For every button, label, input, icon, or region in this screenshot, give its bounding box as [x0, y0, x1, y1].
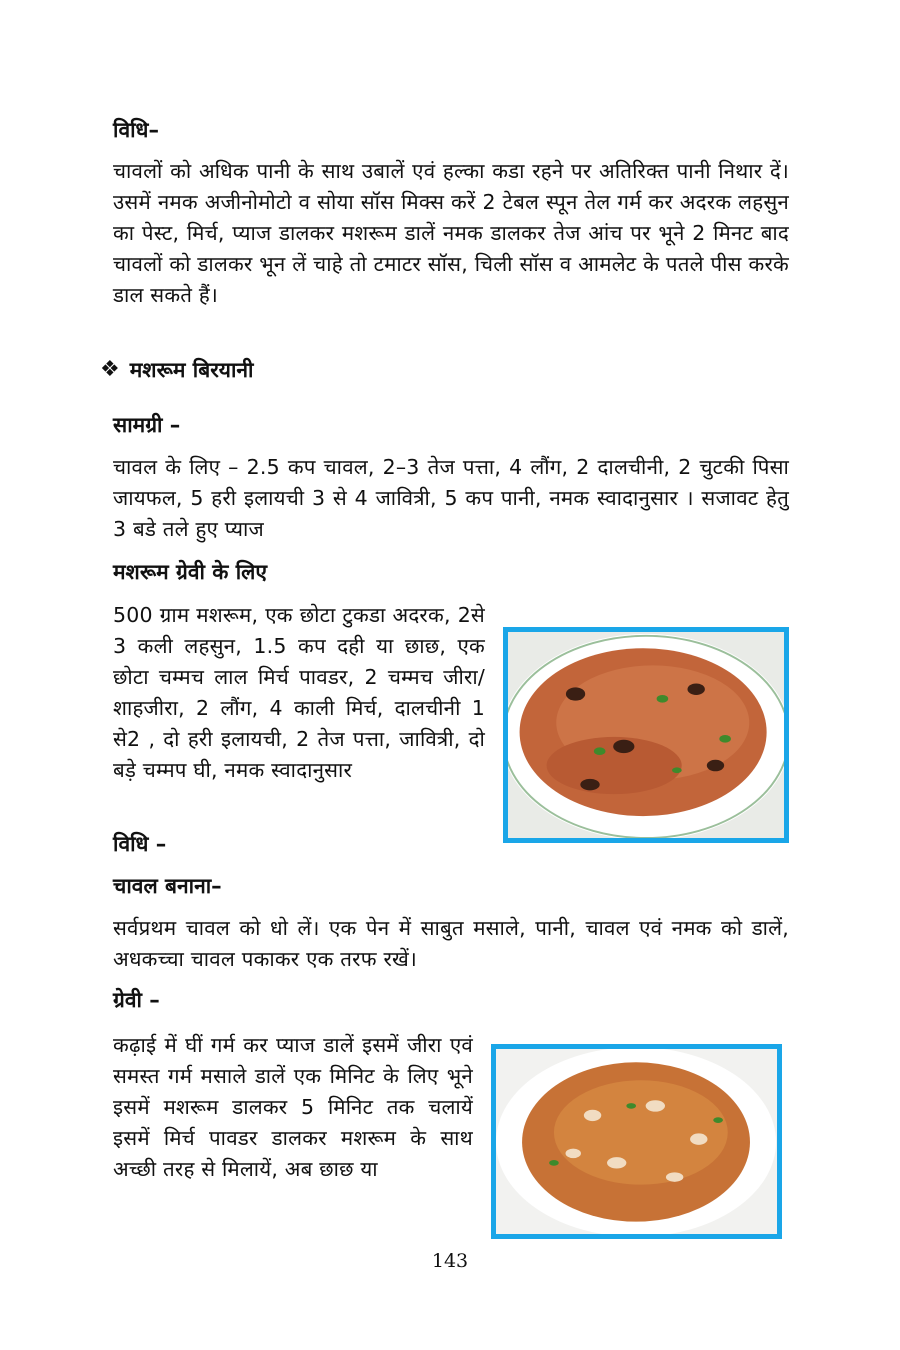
- mushroom-biryani-photo: [503, 627, 789, 843]
- section-heading-gravy-ingredients: मशरूम ग्रेवी के लिए: [113, 560, 268, 584]
- mushroom-rice-photo: [491, 1044, 782, 1239]
- gravy-ingredients-paragraph: 500 ग्राम मशरूम, एक छोटा टुकडा अदरक, 2से 3 कली लहसुन, 1.5 कप दही या छाछ, एक छोटा चम्मच लाल मिर्च पावडर, 2 चम्मच जीरा/शाहजीरा, 2 लौंग, 4 काली मिर्च, दालचीनी 1 से2 , दो हरी इलायची, 2 तेज पत्ता, जावित्री, दो बड़े चम्मप घी, नमक स्वादानुसार: [113, 603, 485, 782]
- section-heading-vidhi: विधि–: [113, 118, 159, 142]
- samagri-paragraph: चावल के लिए – 2.5 कप चावल, 2–3 तेज पत्ता, 4 लौंग, 2 दालचीनी, 2 चुटकी पिसा जायफल, 5 हरी इलायची 3 से 4 जावित्री, 5 कप पानी, नमक स्वादानुसार । सजावट हेतु 3 बडे तले हुए प्याज: [113, 455, 789, 541]
- diamond-bullet-icon: ❖: [100, 357, 120, 382]
- page-number: 143: [431, 1250, 469, 1272]
- section-heading-vidhi-2: विधि –: [113, 832, 167, 856]
- recipe-title: [100, 355, 776, 385]
- vidhi-paragraph: चावलों को अधिक पानी के साथ उबालें एवं हल्का कडा रहने पर अतिरिक्त पानी निथार दें। उसमें नमक अजीनोमोटो व सोया सॉस मिक्स करें 2 टेबल स्पून तेल गर्म कर अदरक लहसुन का पेस्ट, मिर्च, प्याज डालकर मशरूम डालें नमक डालकर तेज आंच पर भूने 2 मिनट बाद चावलों को डालकर भून लें चाहे तो टमाटर सॉस, चिली सॉस व आमलेट के पतले पीस करके डाल सकते हैं।: [113, 159, 789, 307]
- section-heading-samagri: सामग्री –: [113, 413, 181, 437]
- recipe-title-text: मशरूम बिरयानी: [129, 358, 254, 382]
- section-heading-gravy: ग्रेवी –: [113, 988, 160, 1012]
- section-heading-chawal-banana: चावल बनाना–: [113, 874, 222, 898]
- chawal-banana-paragraph: सर्वप्रथम चावल को धो लें। एक पेन में साबुत मसाले, पानी, चावल एवं नमक को डालें, अधकच्चा चावल पकाकर एक तरफ रखें।: [113, 916, 789, 971]
- gravy-paragraph: कढ़ाई में घीं गर्म कर प्याज डालें इसमें जीरा एवं समस्त गर्म मसाले डालें एक मिनिट के लिए भूने इसमें मशरूम डालकर 5 मिनिट तक चलायें इसमें मिर्च पावडर डालकर मशरूम के साथ अच्छी तरह से मिलायें, अब छाछ या: [113, 1033, 473, 1181]
